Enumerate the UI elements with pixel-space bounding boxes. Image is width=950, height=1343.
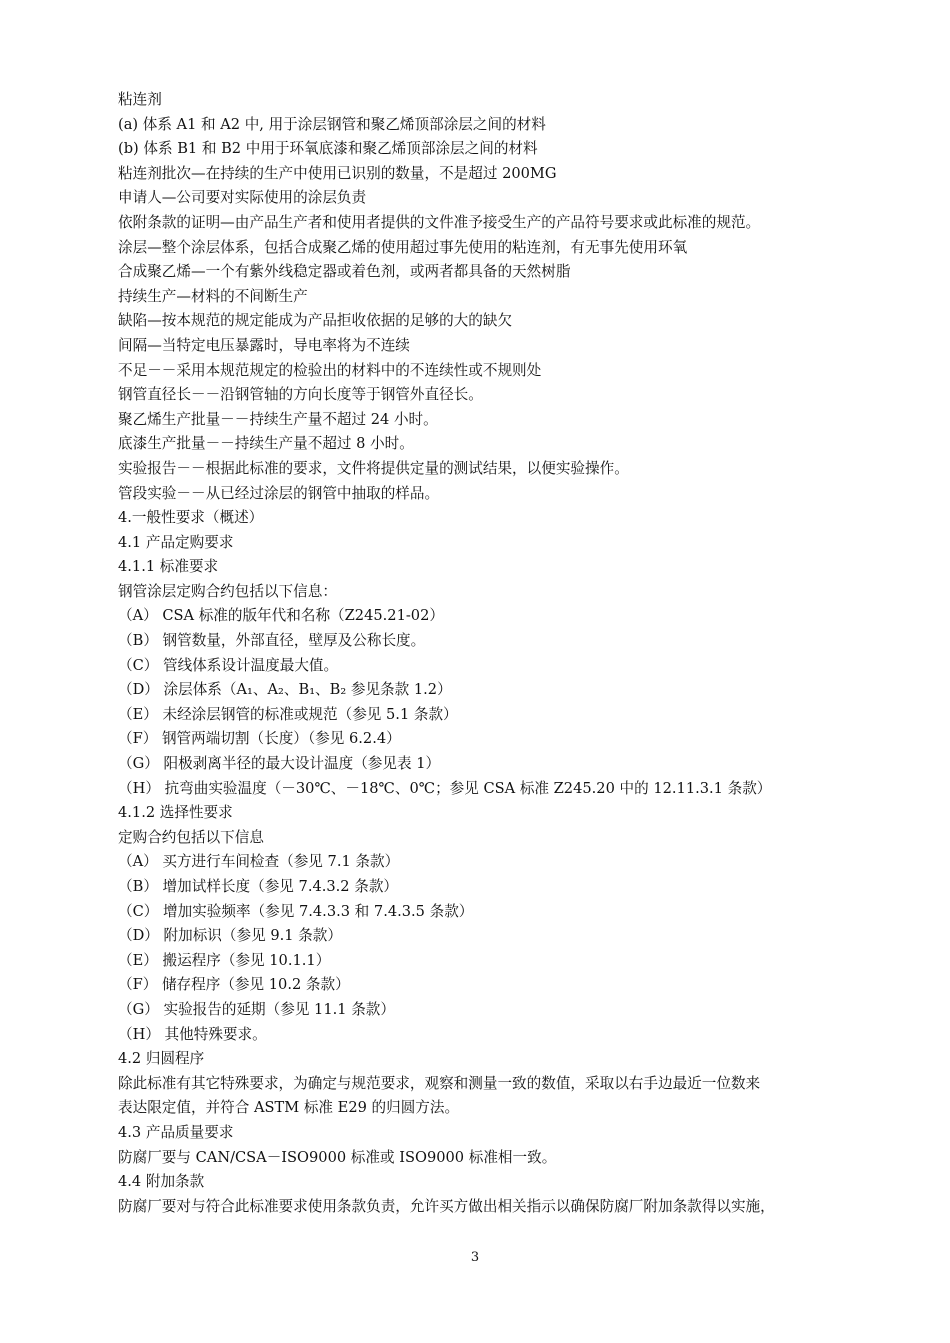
section-heading: 4.2 归圆程序 — [118, 1050, 205, 1068]
list-item: （A） 买方进行车间检查（参见 7.1 条款） — [118, 853, 400, 871]
text-line: 粘连剂批次—在持续的生产中使用已识别的数量，不是超过 200MG — [118, 164, 557, 182]
text-line: 定购合约包括以下信息 — [118, 828, 264, 846]
text-line: (b) 体系 B1 和 B2 中用于环氧底漆和聚乙烯顶部涂层之间的材料 — [118, 140, 538, 158]
text-line: 聚乙烯生产批量－－持续生产量不超过 24 小时。 — [118, 410, 438, 428]
text-line: 申请人—公司要对实际使用的涂层负责 — [118, 189, 367, 207]
text-line: 涂层—整个涂层体系，包括合成聚乙烯的使用超过事先使用的粘连剂，有无事先使用环氧 — [118, 238, 688, 256]
list-item: （D） 涂层体系（A₁、A₂、B₁、B₂ 参见条款 1.2） — [118, 681, 452, 699]
section-heading: 4.4 附加条款 — [118, 1173, 205, 1191]
section-heading: 4.1.1 标准要求 — [118, 558, 219, 576]
list-item: （C） 管线体系设计温度最大值。 — [118, 656, 339, 674]
text-line: 缺陷—按本规范的规定能成为产品拒收依据的足够的大的缺欠 — [118, 312, 513, 330]
list-item: （C） 增加实验频率（参见 7.4.3.3 和 7.4.3.5 条款） — [118, 902, 474, 920]
text-line: 管段实验－－从已经过涂层的钢管中抽取的样品。 — [118, 484, 440, 502]
text-line: 间隔—当特定电压暴露时，导电率将为不连续 — [118, 336, 410, 354]
list-item: （A） CSA 标准的版年代和名称（Z245.21-02） — [118, 607, 444, 625]
section-heading: 4.3 产品质量要求 — [118, 1123, 234, 1141]
list-item: （G） 阳极剥离半径的最大设计温度（参见表 1） — [118, 755, 441, 773]
section-heading: 4.1.2 选择性要求 — [118, 804, 233, 822]
text-line: 不足－－采用本规范规定的检验出的材料中的不连续性或不规则处 — [118, 361, 542, 379]
list-item: （E） 搬运程序（参见 10.1.1） — [118, 951, 331, 969]
list-item: （E） 未经涂层钢管的标准或规范（参见 5.1 条款） — [118, 705, 458, 723]
text-line: (a) 体系 A1 和 A2 中, 用于涂层钢管和聚乙烯顶部涂层之间的材料 — [118, 115, 546, 133]
list-item: （G） 实验报告的延期（参见 11.1 条款） — [118, 1000, 395, 1018]
text-line: 粘连剂 — [118, 91, 162, 108]
section-heading: 4.一般性要求（概述） — [118, 509, 264, 527]
list-item: （F） 储存程序（参见 10.2 条款） — [118, 976, 350, 994]
text-line: 防腐厂要与 CAN/CSA－ISO9000 标准或 ISO9000 标准相一致。 — [118, 1148, 557, 1166]
text-line: 钢管直径长－－沿钢管轴的方向长度等于钢管外直径长。 — [118, 386, 483, 404]
list-item: （B） 增加试样长度（参见 7.4.3.2 条款） — [118, 878, 399, 895]
text-line: 表达限定值，并符合 ASTM 标准 E29 的归圆方法。 — [118, 1099, 460, 1117]
text-line: 合成聚乙烯—一个有紫外线稳定器或着色剂，或两者都具备的天然树脂 — [118, 263, 571, 281]
text-line: 钢管涂层定购合约包括以下信息： — [118, 582, 337, 600]
list-item: （H） 抗弯曲实验温度（－30℃、－18℃、0℃；参见 CSA 标准 Z245.20 中的 12.11.3.1 条款） — [118, 779, 772, 797]
text-line: 依附条款的证明—由产品生产者和使用者提供的文件准予接受生产的产品符号要求或此标准的规范。 — [118, 213, 761, 231]
text-line: 实验报告－－根据此标准的要求，文件将提供定量的测试结果，以便实验操作。 — [118, 459, 629, 477]
list-item: （B） 钢管数量，外部直径，壁厚及公称长度。 — [118, 632, 426, 650]
list-item: （H） 其他特殊要求。 — [118, 1025, 267, 1043]
section-heading: 4.1 产品定购要求 — [118, 533, 234, 551]
page-number: 3 — [470, 1250, 480, 1265]
text-line: 持续生产—材料的不间断生产 — [118, 287, 308, 305]
list-item: （D） 附加标识（参见 9.1 条款） — [118, 927, 342, 945]
list-item: （F） 钢管两端切割（长度）（参见 6.2.4） — [118, 730, 401, 748]
text-line: 底漆生产批量－－持续生产量不超过 8 小时。 — [118, 435, 414, 453]
document-body — [118, 88, 878, 1219]
text-line: 防腐厂要对与符合此标准要求使用条款负责，允许买方做出相关指示以确保防腐厂附加条款得以实施， — [118, 1197, 775, 1215]
text-line: 除此标准有其它特殊要求，为确定与规范要求，观察和测量一致的数值，采取以右手边最近一位数来 — [118, 1074, 761, 1092]
